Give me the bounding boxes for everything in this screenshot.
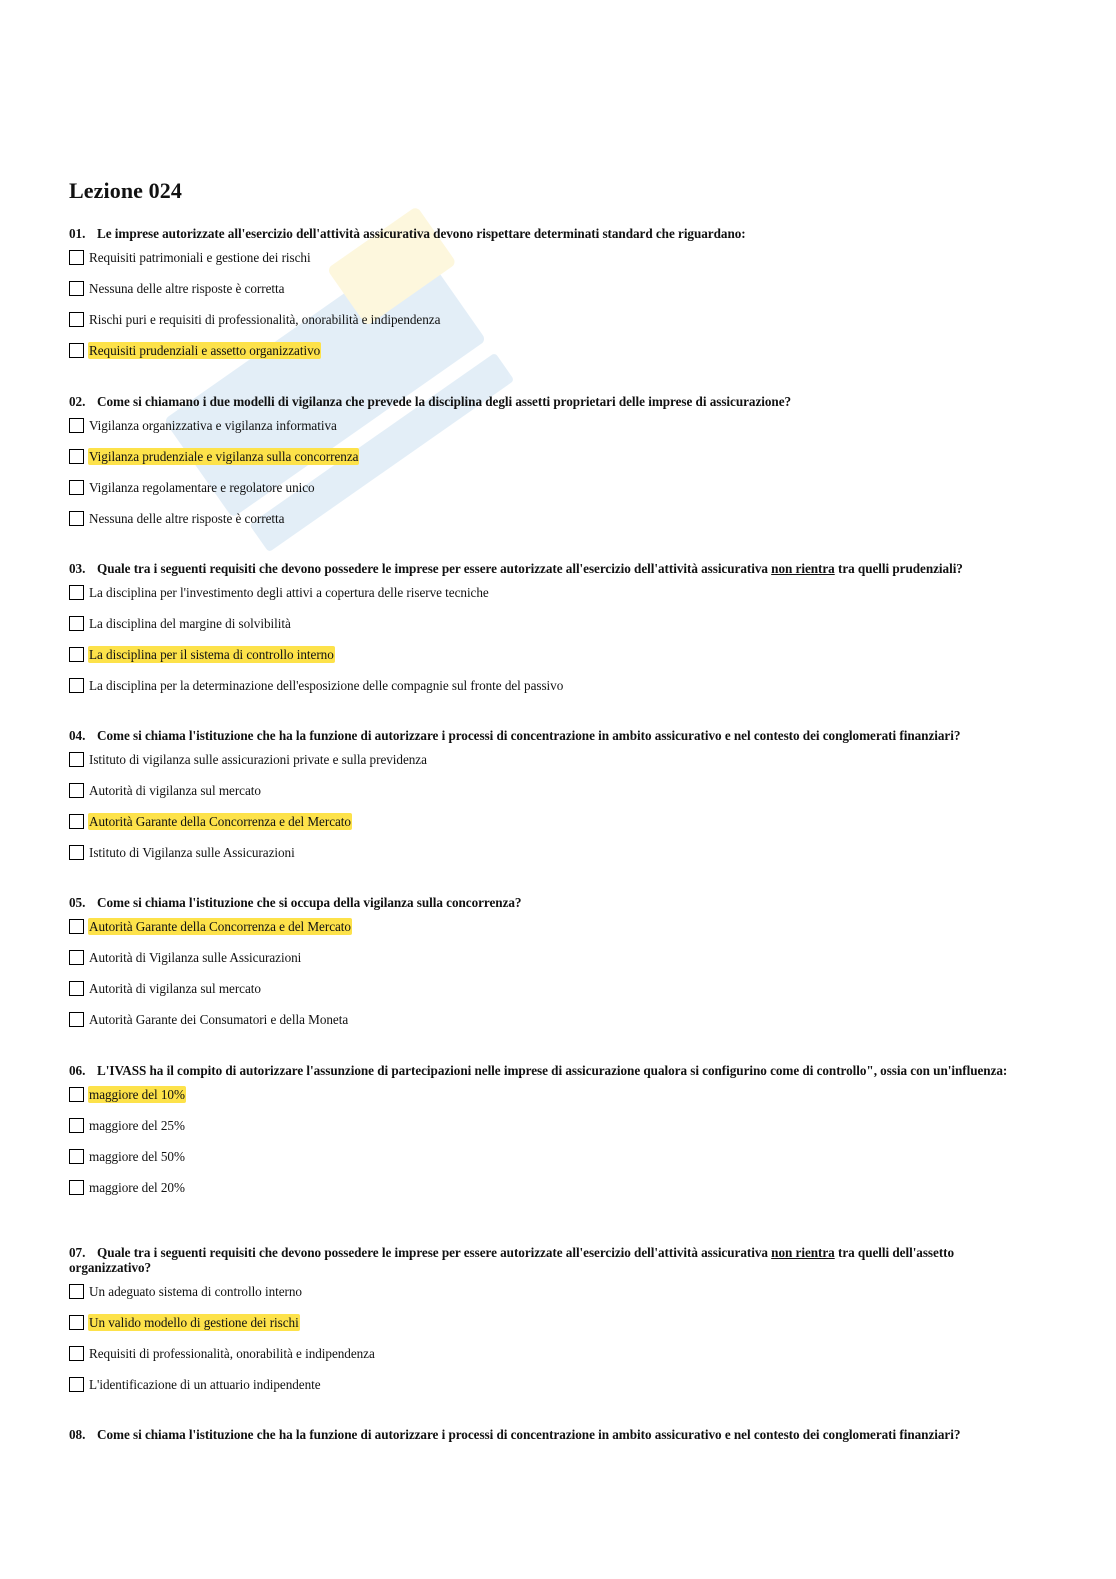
- answer-option-correct: [69, 1086, 1037, 1117]
- answer-options: [69, 417, 1037, 541]
- answer-options: [69, 1086, 1037, 1210]
- answer-label-highlighted: La disciplina per il sistema di controllo interno: [89, 647, 334, 662]
- answer-option: [69, 584, 1037, 615]
- answer-label: Autorità di vigilanza sul mercato: [89, 981, 261, 996]
- answer-checkbox[interactable]: [69, 585, 84, 600]
- question-text: 08. Come si chiama l'istituzione che ha la funzione di autorizzare i processi di concentrazione in ambito assicurativo e nel contesto dei conglomerati finanziari?: [69, 1427, 961, 1442]
- question-08: [69, 1427, 1037, 1442]
- answer-label: La disciplina per la determinazione dell'esposizione delle compagnie sul fronte del passivo: [89, 678, 564, 693]
- answer-checkbox[interactable]: [69, 845, 84, 860]
- answer-option: [69, 615, 1037, 646]
- question-number: 08.: [69, 1427, 86, 1442]
- answer-label: Un adeguato sistema di controllo interno: [89, 1284, 302, 1299]
- answer-options: [69, 1283, 1037, 1407]
- answer-option: [69, 510, 1037, 541]
- answer-checkbox[interactable]: [69, 281, 84, 296]
- question-number: 07.: [69, 1245, 86, 1260]
- question-text: 05. Come si chiama l'istituzione che si occupa della vigilanza sulla concorrenza?: [69, 895, 522, 910]
- answer-label: maggiore del 20%: [89, 1180, 185, 1195]
- answer-option: [69, 311, 1037, 342]
- answer-option-correct: [69, 448, 1037, 479]
- question-text: 06. L'IVASS ha il compito di autorizzare l'assunzione di partecipazioni nelle imprese di assicurazione qualora si configurino come di controllo", ossia con un'influenza:: [69, 1063, 1008, 1078]
- answer-checkbox[interactable]: [69, 511, 84, 526]
- answer-label-highlighted: Autorità Garante della Concorrenza e del Mercato: [89, 814, 351, 829]
- answer-label: Requisiti patrimoniali e gestione dei rischi: [89, 250, 311, 265]
- answer-label-highlighted: maggiore del 10%: [89, 1087, 185, 1102]
- answer-label-highlighted: Un valido modello di gestione dei rischi: [89, 1315, 299, 1330]
- answer-checkbox[interactable]: [69, 1284, 84, 1299]
- answer-options: [69, 249, 1037, 373]
- answer-option: [69, 1345, 1037, 1376]
- underlined-text: non rientra: [771, 561, 835, 576]
- answer-checkbox[interactable]: [69, 1087, 84, 1102]
- answer-option: [69, 1011, 1037, 1042]
- question-02: [69, 394, 1037, 541]
- answer-option: [69, 1117, 1037, 1148]
- question-05: [69, 895, 1037, 1042]
- answer-option: [69, 249, 1037, 280]
- answer-checkbox[interactable]: [69, 814, 84, 829]
- answer-option: [69, 1148, 1037, 1179]
- answer-option: [69, 479, 1037, 510]
- answer-options: [69, 584, 1037, 708]
- answer-options: [69, 751, 1037, 875]
- answer-label: Rischi puri e requisiti di professionalità, onorabilità e indipendenza: [89, 312, 441, 327]
- answer-label: Autorità Garante dei Consumatori e della Moneta: [89, 1012, 349, 1027]
- answer-label: Nessuna delle altre risposte è corretta: [89, 281, 285, 296]
- question-text: 04. Come si chiama l'istituzione che ha la funzione di autorizzare i processi di concentrazione in ambito assicurativo e nel contesto dei conglomerati finanziari?: [69, 728, 961, 743]
- question-number: 05.: [69, 895, 86, 910]
- question-text: 01. Le imprese autorizzate all'esercizio dell'attività assicurativa devono rispettare determinati standard che riguardano:: [69, 226, 746, 241]
- answer-checkbox[interactable]: [69, 981, 84, 996]
- question-text: 07. Quale tra i seguenti requisiti che devono possedere le imprese per essere autorizzate all'esercizio dell'attività assicurativa non rientra tra quelli dell'assetto organizzativo?: [69, 1245, 955, 1275]
- question-number: 04.: [69, 728, 86, 743]
- answer-option-correct: [69, 646, 1037, 677]
- answer-label: Istituto di vigilanza sulle assicurazioni private e sulla previdenza: [89, 752, 427, 767]
- answer-checkbox[interactable]: [69, 250, 84, 265]
- answer-label: Requisiti di professionalità, onorabilità e indipendenza: [89, 1346, 375, 1361]
- answer-checkbox[interactable]: [69, 418, 84, 433]
- answer-option: [69, 782, 1037, 813]
- answer-option: [69, 280, 1037, 311]
- page-title: Lezione 024: [69, 178, 182, 203]
- answer-option: [69, 949, 1037, 980]
- question-number: 06.: [69, 1063, 86, 1078]
- answer-checkbox[interactable]: [69, 616, 84, 631]
- answer-checkbox[interactable]: [69, 1346, 84, 1361]
- answer-checkbox[interactable]: [69, 480, 84, 495]
- answer-option: [69, 1376, 1037, 1407]
- answer-label: La disciplina per l'investimento degli attivi a copertura delle riserve tecniche: [89, 585, 489, 600]
- question-06: [69, 1063, 1037, 1210]
- answer-label: L'identificazione di un attuario indipendente: [89, 1377, 321, 1392]
- answer-checkbox[interactable]: [69, 1315, 84, 1330]
- answer-label-highlighted: Requisiti prudenziali e assetto organizzativo: [89, 343, 321, 358]
- answer-label: Vigilanza regolamentare e regolatore unico: [89, 480, 315, 495]
- answer-label: Autorità di Vigilanza sulle Assicurazioni: [89, 950, 302, 965]
- answer-checkbox[interactable]: [69, 1180, 84, 1195]
- answer-checkbox[interactable]: [69, 449, 84, 464]
- answer-option-correct: [69, 342, 1037, 373]
- question-number: 01.: [69, 226, 86, 241]
- question-01: [69, 226, 1037, 373]
- answer-checkbox[interactable]: [69, 1118, 84, 1133]
- answer-label: La disciplina del margine di solvibilità: [89, 616, 291, 631]
- underlined-text: non rientra: [771, 1245, 835, 1260]
- answer-option: [69, 677, 1037, 708]
- answer-checkbox[interactable]: [69, 919, 84, 934]
- answer-checkbox[interactable]: [69, 783, 84, 798]
- answer-checkbox[interactable]: [69, 678, 84, 693]
- answer-checkbox[interactable]: [69, 1377, 84, 1392]
- question-text: 03. Quale tra i seguenti requisiti che devono possedere le imprese per essere autorizzate all'esercizio dell'attività assicurativa non rientra tra quelli prudenziali?: [69, 561, 963, 576]
- answer-checkbox[interactable]: [69, 647, 84, 662]
- answer-option-correct: [69, 1314, 1037, 1345]
- answer-checkbox[interactable]: [69, 343, 84, 358]
- answer-label-highlighted: Autorità Garante della Concorrenza e del Mercato: [89, 919, 351, 934]
- answer-checkbox[interactable]: [69, 312, 84, 327]
- answer-checkbox[interactable]: [69, 1149, 84, 1164]
- answer-option-correct: [69, 918, 1037, 949]
- answer-options: [69, 918, 1037, 1042]
- answer-label-highlighted: Vigilanza prudenziale e vigilanza sulla concorrenza: [89, 449, 359, 464]
- answer-checkbox[interactable]: [69, 1012, 84, 1027]
- answer-label: Vigilanza organizzativa e vigilanza informativa: [89, 418, 337, 433]
- question-number: 03.: [69, 561, 86, 576]
- answer-label: Istituto di Vigilanza sulle Assicurazioni: [89, 845, 295, 860]
- answer-option: [69, 1283, 1037, 1314]
- answer-checkbox[interactable]: [69, 752, 84, 767]
- answer-label: maggiore del 50%: [89, 1149, 185, 1164]
- answer-checkbox[interactable]: [69, 950, 84, 965]
- answer-option: [69, 1179, 1037, 1210]
- answer-option: [69, 844, 1037, 875]
- question-04: [69, 728, 1037, 875]
- answer-label: Autorità di vigilanza sul mercato: [89, 783, 261, 798]
- answer-label: Nessuna delle altre risposte è corretta: [89, 511, 285, 526]
- answer-option: [69, 980, 1037, 1011]
- answer-option-correct: [69, 813, 1037, 844]
- question-03: [69, 561, 1037, 708]
- question-07: [69, 1245, 1037, 1407]
- answer-label: maggiore del 25%: [89, 1118, 185, 1133]
- answer-option: [69, 751, 1037, 782]
- question-number: 02.: [69, 394, 86, 409]
- answer-option: [69, 417, 1037, 448]
- question-text: 02. Come si chiamano i due modelli di vigilanza che prevede la disciplina degli assetti proprietari delle imprese di assicurazione?: [69, 394, 792, 409]
